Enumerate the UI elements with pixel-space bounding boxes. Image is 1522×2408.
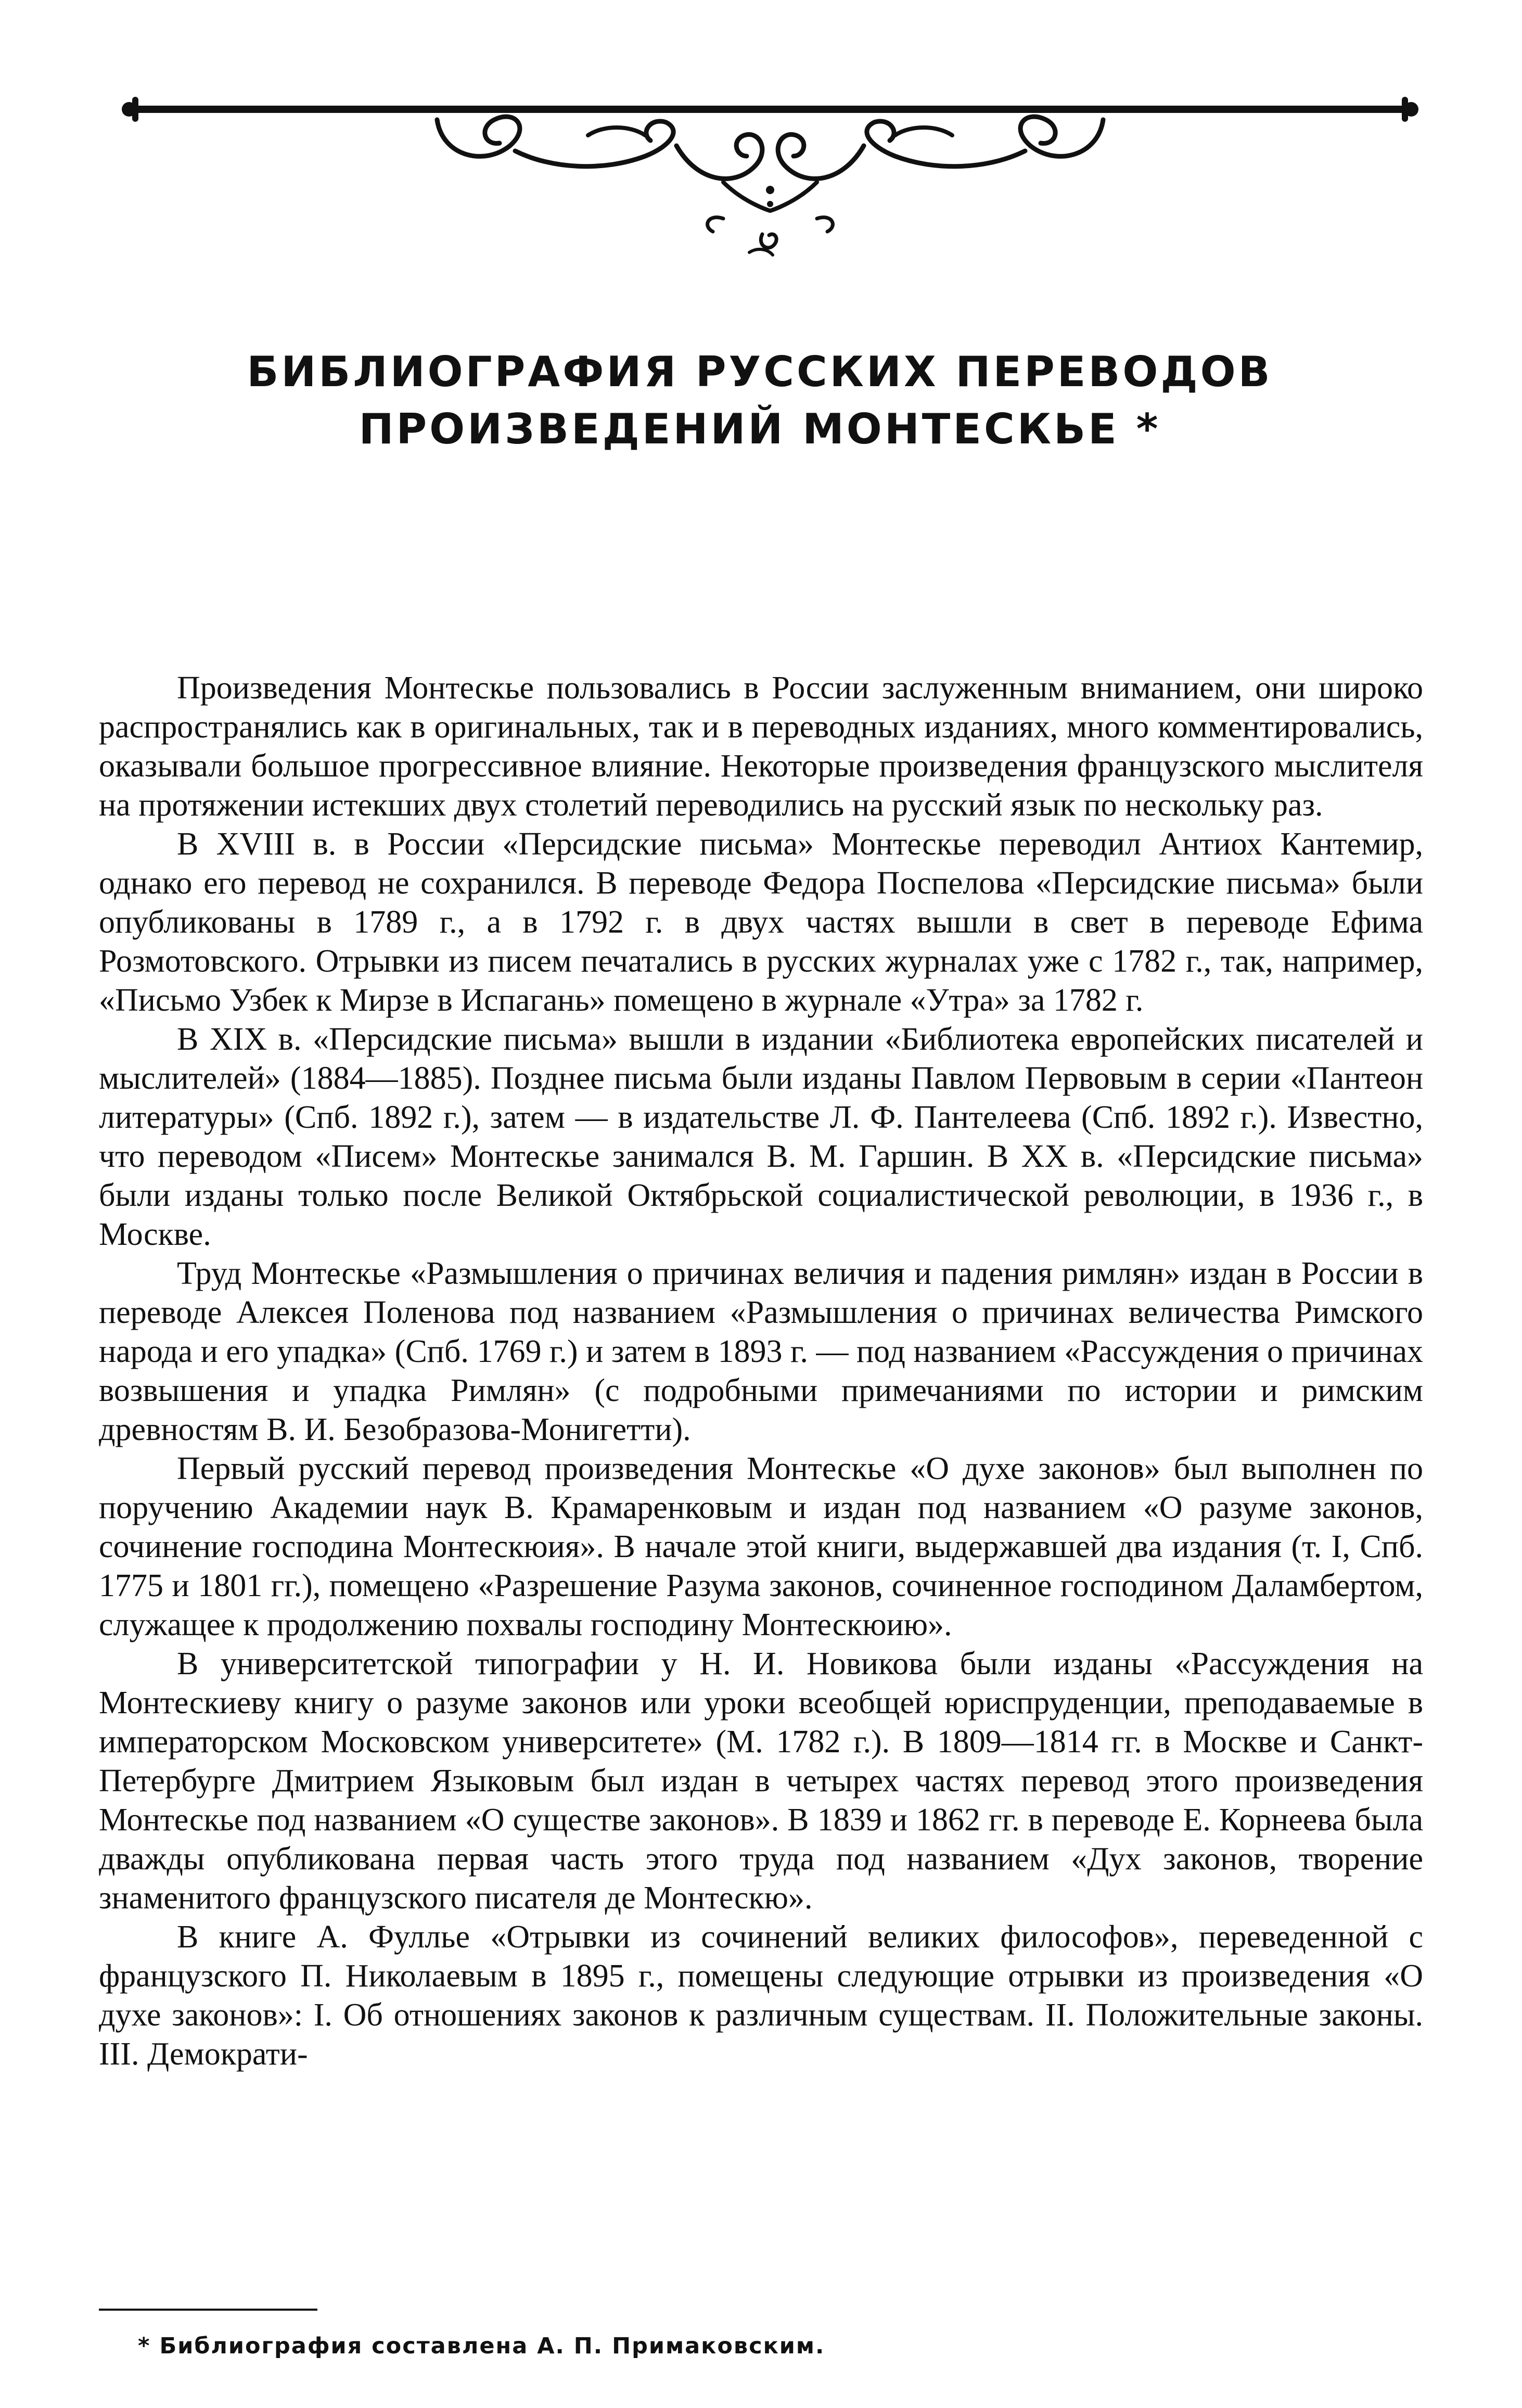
paragraph-4: Труд Монтескье «Размышления о причинах величия и падения римлян» издан в России в переводе Алексея Поленова под названием «Размышления о причинах величества Римского народа и его упадка» (Спб. 1769 г.) и затем в 1893 г. — под названием «Рассуждения о причинах возвышения и упадка Римлян» (с подробными примечаниями по истории и римским древностям В. И. Безобразова-Монигетти). [99, 1256, 1423, 1447]
page-title: БИБЛИОГРАФИЯ РУССКИХ ПЕРЕВОДОВ ПРОИЗВЕДЕНИЙ МОНТЕСКЬЕ * [247, 348, 1273, 453]
footnote: * Библиография составлена А. П. Примаковским. [138, 2333, 825, 2359]
main-text [99, 669, 1423, 2074]
footnote-divider [99, 2309, 317, 2311]
paragraph-5: Первый русский перевод произведения Монтескье «О духе законов» был выполнен по поручению Академии наук В. Крамаренковым и издан под названием «О разуме законов, сочинение господина Монтескюия». В начале этой книги, выдержавшей два издания (т. I, Спб. 1775 и 1801 гг.), помещено «Разрешение Разума законов, сочиненное господином Даламбертом, служащее к продолжению похвалы господину Монтескюию». [99, 1451, 1423, 1642]
paragraph-2: В XVIII в. в России «Персидские письма» Монтескье переводил Антиох Кантемир, однако его перевод не сохранился. В переводе Федора Поспелова «Персидские письма» были опубликованы в 1789 г., а в 1792 г. в двух частях вышли в свет в переводе Ефима Розмотовского. Отрывки из писем печатались в русских журналах уже с 1782 г., так, например, «Письмо Узбек к Мирзе в Испагань» помещено в журнале «Утра» за 1782 г. [99, 826, 1423, 1018]
paragraph-6: В университетской типографии у Н. И. Новикова были изданы «Рассуждения на Монтескиеву книгу о разуме законов или уроки всеобщей юриспруденции, преподаваемые в императорском Московском университете» (М. 1782 г.). В 1809—1814 гг. в Москве и Санкт-Петербурге Дмитрием Языковым был издан в четырех частях перевод этого произведения Монтескье под названием «О существе законов». В 1839 и 1862 гг. в переводе Е. Корнеева была дважды опубликована первая часть этого труда под названием «Дух законов, творение знаменитого французского писателя де Монтескю». [99, 1646, 1423, 1916]
paragraph-7: В книге А. Фуллье «Отрывки из сочинений великих философов», переведенной с французского П. Николаевым в 1895 г., помещены следующие отрывки из произведения «О духе законов»: I. Об отношениях законов к различным существам. II. Положительные законы. III. Демократи- [99, 1919, 1423, 2072]
paragraph-3: В XIX в. «Персидские письма» вышли в издании «Библиотека европейских писателей и мыслителей» (1884—1885). Позднее письма были изданы Павлом Первовым в серии «Пантеон литературы» (Спб. 1892 г.), затем — в издательстве Л. Ф. Пантелеева (Спб. 1892 г.). Известно, что переводом «Писем» Монтескье занимался В. М. Гаршин. В XX в. «Персидские письма» были изданы только после Великой Октябрьской социалистической революции, в 1936 г., в Москве. [99, 1022, 1423, 1252]
decorative-header-ornament [120, 78, 1421, 265]
paragraph-1: Произведения Монтескье пользовались в России заслуженным вниманием, они широко распространялись как в оригинальных, так и в переводных изданиях, много комментировались, оказывали большое прогрессивное влияние. Некоторые произведения французского мыслителя на протяжении истекших двух столетий переводились на русский язык по нескольку раз. [99, 670, 1423, 823]
